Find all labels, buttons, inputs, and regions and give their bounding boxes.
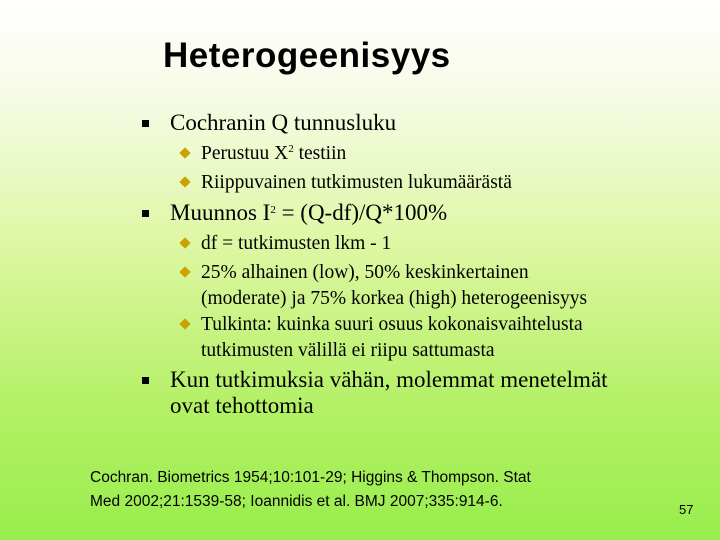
reference-line2: Med 2002;21:1539-58; Ioannidis et al. BMJ 2007;335:914-6. [90,493,503,510]
square-bullet-icon [142,210,149,217]
subitem-text-pre: Perustuu X [201,143,289,164]
subitem-perustuu [201,141,346,167]
superscript: 2 [288,143,294,155]
bullet-text-post: = (Q-df)/Q*100% [275,200,448,225]
subitem-thresholds [201,260,587,312]
subitem-text-line1: Tulkinta: kuinka suuri osuus kokonaisvaihtelusta [201,314,583,335]
reference-line1: Cochran. Biometrics 1954;10:101-29; Higgins & Thompson. Stat [90,469,531,486]
page-number: 57 [679,502,694,517]
diamond-bullet-icon [179,318,190,329]
diamond-bullet-icon [179,176,190,187]
subitem-text-line2: (moderate) ja 75% korkea (high) heterogeenisyys [201,288,588,309]
reference-citation [90,466,531,514]
subitem-text-line2: tutkimusten välillä ei riipu sattumasta [201,340,495,361]
subitem-tulkinta [201,312,583,364]
bullet-text: Cochranin Q tunnusluku [170,110,397,135]
subitem-df [201,231,391,257]
square-bullet-icon [142,377,149,384]
bullet-item-kun [170,367,608,419]
bullet-item-muunnos [170,200,447,226]
bullet-text-pre: Muunnos I [170,200,271,225]
bullet-text-line2: ovat tehottomia [170,393,314,418]
subitem-text: Riippuvainen tutkimusten lukumäärästä [201,172,512,193]
subitem-riippuvainen [201,170,512,196]
bullet-item-cochran-q [170,110,396,136]
diamond-bullet-icon [179,147,190,158]
diamond-bullet-icon [179,237,190,248]
diamond-bullet-icon [179,266,190,277]
subitem-text-line1: 25% alhainen (low), 50% keskinkertainen [201,262,529,283]
subitem-text-post: testiin [293,143,347,164]
superscript: 2 [270,204,276,216]
slide-title: Heterogeenisyys [163,36,451,75]
subitem-text: df = tutkimusten lkm - 1 [201,233,392,254]
square-bullet-icon [142,120,149,127]
bullet-text-line1: Kun tutkimuksia vähän, molemmat menetelmät [170,367,608,392]
